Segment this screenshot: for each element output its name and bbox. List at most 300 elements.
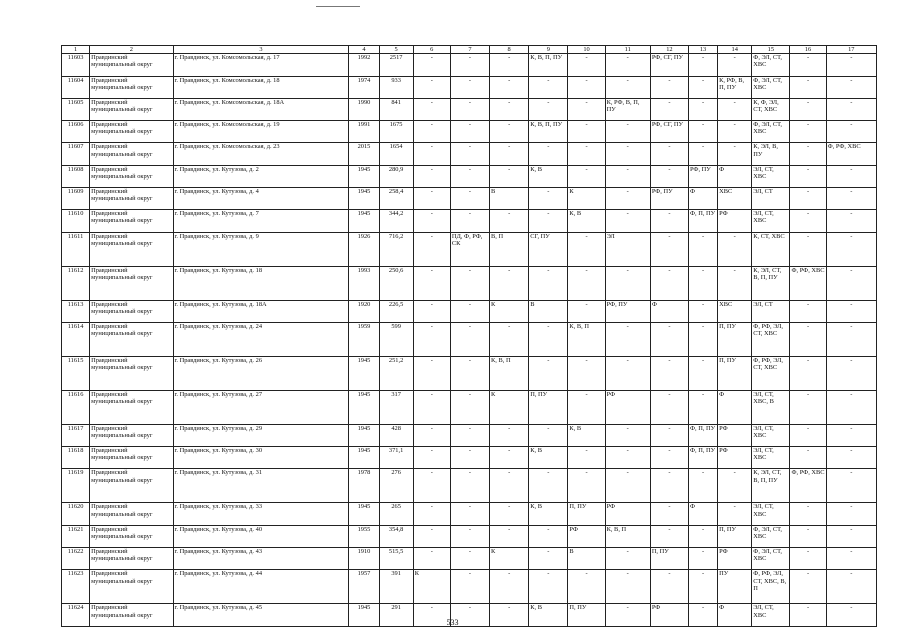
cell-municipality: Правдинский муниципальный округ: [90, 165, 173, 187]
cell-col-7: ПД, Ф, РФ, СК: [450, 232, 489, 266]
cell-col-11: ЭЛ: [605, 232, 650, 266]
cell-col-16: -: [790, 424, 826, 446]
cell-col-13: Ф, П, ПУ: [688, 447, 717, 469]
cell-col-9: -: [529, 210, 568, 232]
table-row: [62, 165, 877, 187]
cell-col-10: -: [568, 143, 605, 165]
cell-area: 1654: [379, 143, 413, 165]
cell-col-17: -: [826, 187, 876, 209]
cell-col-13: -: [688, 322, 717, 356]
cell-row-id: 11616: [62, 390, 90, 424]
cell-col-7: -: [450, 322, 489, 356]
cell-address: г. Правдинск, ул. Комсомольская, д. 19: [173, 121, 349, 143]
cell-col-15: Ф, ЭЛ, СТ, ХВС: [752, 548, 790, 570]
cell-municipality: Правдинский муниципальный округ: [90, 469, 173, 503]
cell-col-7: -: [450, 300, 489, 322]
cell-col-8: В: [490, 187, 529, 209]
cell-col-17: -: [826, 503, 876, 525]
cell-col-7: -: [450, 570, 489, 604]
cell-col-16: -: [790, 525, 826, 547]
cell-col-17: -: [826, 447, 876, 469]
cell-col-14: -: [718, 232, 752, 266]
cell-col-16: -: [790, 300, 826, 322]
cell-col-10: РФ: [568, 525, 605, 547]
cell-col-12: РФ, ПУ: [650, 187, 688, 209]
cell-col-13: -: [688, 525, 717, 547]
cell-col-13: -: [688, 54, 717, 76]
housing-registry-table: [61, 45, 877, 627]
cell-area: 371,1: [379, 447, 413, 469]
cell-col-11: -: [605, 121, 650, 143]
cell-row-id: 11610: [62, 210, 90, 232]
cell-year: 1957: [349, 570, 379, 604]
cell-col-14: ПУ: [718, 570, 752, 604]
cell-col-13: -: [688, 98, 717, 120]
cell-col-14: Ф: [718, 165, 752, 187]
cell-col-11: РФ: [605, 503, 650, 525]
cell-address: г. Правдинск, ул. Кутузова, д. 7: [173, 210, 349, 232]
cell-col-6: -: [413, 187, 450, 209]
cell-col-15: Ф, ЭЛ, СТ, ХВС: [752, 54, 790, 76]
cell-col-14: Ф: [718, 390, 752, 424]
cell-col-8: -: [490, 525, 529, 547]
cell-col-17: -: [826, 232, 876, 266]
table-row: [62, 266, 877, 300]
scan-mark: [316, 6, 360, 7]
cell-col-8: -: [490, 165, 529, 187]
cell-year: 1945: [349, 210, 379, 232]
cell-col-12: РФ: [650, 604, 688, 626]
cell-col-8: -: [490, 143, 529, 165]
cell-year: 1926: [349, 232, 379, 266]
cell-col-6: -: [413, 76, 450, 98]
table-body: [62, 54, 877, 626]
cell-col-9: -: [529, 424, 568, 446]
table-row: [62, 469, 877, 503]
cell-address: г. Правдинск, ул. Кутузова, д. 31: [173, 469, 349, 503]
cell-col-12: -: [650, 356, 688, 390]
table-row: [62, 232, 877, 266]
cell-col-16: -: [790, 503, 826, 525]
cell-col-12: -: [650, 469, 688, 503]
cell-col-6: -: [413, 525, 450, 547]
cell-col-15: К, ЭЛ, СТ, В, П, ПУ: [752, 266, 790, 300]
cell-col-8: -: [490, 570, 529, 604]
cell-col-6: -: [413, 210, 450, 232]
cell-col-14: РФ: [718, 424, 752, 446]
cell-row-id: 11620: [62, 503, 90, 525]
page-number: 533: [446, 618, 459, 627]
cell-col-16: -: [790, 210, 826, 232]
cell-area: 841: [379, 98, 413, 120]
cell-col-16: -: [790, 548, 826, 570]
cell-col-9: -: [529, 469, 568, 503]
cell-col-10: В: [568, 548, 605, 570]
cell-col-15: ЭЛ, СТ, ХВС: [752, 210, 790, 232]
cell-col-6: -: [413, 356, 450, 390]
cell-row-id: 11604: [62, 76, 90, 98]
cell-col-9: -: [529, 187, 568, 209]
cell-col-15: ЭЛ, СТ: [752, 187, 790, 209]
cell-municipality: Правдинский муниципальный округ: [90, 548, 173, 570]
cell-col-11: -: [605, 266, 650, 300]
cell-col-7: -: [450, 469, 489, 503]
cell-year: 1990: [349, 98, 379, 120]
cell-year: 1945: [349, 424, 379, 446]
cell-area: 258,4: [379, 187, 413, 209]
cell-col-6: -: [413, 548, 450, 570]
cell-row-id: 11611: [62, 232, 90, 266]
cell-col-6: -: [413, 121, 450, 143]
cell-col-14: -: [718, 143, 752, 165]
cell-col-7: -: [450, 548, 489, 570]
cell-col-12: РФ, СГ, ПУ: [650, 121, 688, 143]
cell-row-id: 11603: [62, 54, 90, 76]
cell-col-13: -: [688, 390, 717, 424]
cell-col-10: -: [568, 300, 605, 322]
cell-col-17: -: [826, 548, 876, 570]
cell-col-12: -: [650, 143, 688, 165]
cell-col-10: -: [568, 390, 605, 424]
cell-col-16: -: [790, 143, 826, 165]
cell-year: 1992: [349, 54, 379, 76]
cell-municipality: Правдинский муниципальный округ: [90, 570, 173, 604]
cell-col-12: -: [650, 570, 688, 604]
cell-col-13: РФ, ПУ: [688, 165, 717, 187]
cell-col-9: -: [529, 266, 568, 300]
cell-col-6: -: [413, 232, 450, 266]
cell-address: г. Правдинск, ул. Кутузова, д. 27: [173, 390, 349, 424]
cell-col-6: -: [413, 266, 450, 300]
cell-col-7: -: [450, 54, 489, 76]
cell-municipality: Правдинский муниципальный округ: [90, 447, 173, 469]
cell-col-6: -: [413, 98, 450, 120]
cell-year: 1993: [349, 266, 379, 300]
cell-row-id: 11615: [62, 356, 90, 390]
cell-col-11: -: [605, 165, 650, 187]
cell-col-13: -: [688, 266, 717, 300]
cell-col-15: Ф, ЭЛ, СТ, ХВС: [752, 525, 790, 547]
column-header-10: 10: [568, 46, 605, 54]
cell-col-17: -: [826, 98, 876, 120]
cell-col-8: -: [490, 503, 529, 525]
cell-address: г. Правдинск, ул. Кутузова, д. 18: [173, 266, 349, 300]
cell-area: 515,5: [379, 548, 413, 570]
cell-col-15: К, ЭЛ, В, ПУ: [752, 143, 790, 165]
cell-col-11: РФ, ПУ: [605, 300, 650, 322]
cell-municipality: Правдинский муниципальный округ: [90, 187, 173, 209]
cell-col-8: К, В, П: [490, 356, 529, 390]
cell-col-9: К, В, П, ПУ: [529, 54, 568, 76]
cell-col-13: -: [688, 143, 717, 165]
cell-col-15: ЭЛ, СТ, ХВС: [752, 447, 790, 469]
cell-address: г. Правдинск, ул. Комсомольская, д. 17: [173, 54, 349, 76]
cell-address: г. Правдинск, ул. Комсомольская, д. 18: [173, 76, 349, 98]
cell-row-id: 11609: [62, 187, 90, 209]
cell-col-7: -: [450, 165, 489, 187]
cell-col-7: -: [450, 447, 489, 469]
cell-col-12: -: [650, 266, 688, 300]
cell-year: 1945: [349, 187, 379, 209]
cell-col-16: Ф, РФ, ХВС: [790, 469, 826, 503]
cell-area: 1675: [379, 121, 413, 143]
cell-year: 1959: [349, 322, 379, 356]
cell-col-8: К: [490, 300, 529, 322]
cell-col-9: -: [529, 322, 568, 356]
cell-col-16: -: [790, 604, 826, 626]
cell-col-8: -: [490, 322, 529, 356]
cell-address: г. Правдинск, ул. Кутузова, д. 33: [173, 503, 349, 525]
cell-area: 250,6: [379, 266, 413, 300]
table-row: [62, 121, 877, 143]
cell-col-10: П, ПУ: [568, 604, 605, 626]
cell-area: 599: [379, 322, 413, 356]
cell-col-13: -: [688, 121, 717, 143]
cell-col-16: -: [790, 232, 826, 266]
cell-col-13: -: [688, 356, 717, 390]
cell-col-7: -: [450, 76, 489, 98]
cell-row-id: 11613: [62, 300, 90, 322]
cell-col-7: -: [450, 503, 489, 525]
table-row: [62, 525, 877, 547]
cell-address: г. Правдинск, ул. Комсомольская, д. 18А: [173, 98, 349, 120]
cell-address: г. Правдинск, ул. Кутузова, д. 26: [173, 356, 349, 390]
cell-col-16: -: [790, 187, 826, 209]
cell-col-6: -: [413, 604, 450, 626]
cell-col-6: -: [413, 322, 450, 356]
cell-col-11: -: [605, 447, 650, 469]
cell-col-16: -: [790, 121, 826, 143]
cell-year: 1974: [349, 76, 379, 98]
cell-col-15: Ф, ЭЛ, СТ, ХВС: [752, 121, 790, 143]
cell-col-17: -: [826, 604, 876, 626]
cell-col-14: РФ: [718, 548, 752, 570]
cell-col-7: -: [450, 210, 489, 232]
cell-col-7: -: [450, 98, 489, 120]
cell-municipality: Правдинский муниципальный округ: [90, 356, 173, 390]
cell-year: 1945: [349, 604, 379, 626]
cell-col-12: П, ПУ: [650, 548, 688, 570]
cell-year: 1945: [349, 503, 379, 525]
cell-row-id: 11614: [62, 322, 90, 356]
cell-col-8: -: [490, 121, 529, 143]
cell-municipality: Правдинский муниципальный округ: [90, 143, 173, 165]
cell-address: г. Правдинск, ул. Кутузова, д. 2: [173, 165, 349, 187]
cell-col-10: -: [568, 232, 605, 266]
cell-col-11: -: [605, 76, 650, 98]
cell-col-8: -: [490, 604, 529, 626]
cell-col-17: -: [826, 525, 876, 547]
cell-col-13: Ф: [688, 503, 717, 525]
cell-col-11: -: [605, 210, 650, 232]
cell-col-14: ХВС: [718, 300, 752, 322]
cell-row-id: 11619: [62, 469, 90, 503]
cell-col-17: -: [826, 570, 876, 604]
cell-address: г. Правдинск, ул. Комсомольская, д. 23: [173, 143, 349, 165]
cell-address: г. Правдинск, ул. Кутузова, д. 18А: [173, 300, 349, 322]
cell-col-11: -: [605, 424, 650, 446]
cell-col-11: -: [605, 322, 650, 356]
table-row: [62, 570, 877, 604]
column-header-15: 15: [752, 46, 790, 54]
cell-col-9: К, В: [529, 165, 568, 187]
cell-col-15: ЭЛ, СТ, ХВС, В: [752, 390, 790, 424]
cell-col-9: К, В: [529, 604, 568, 626]
cell-col-12: -: [650, 76, 688, 98]
cell-col-8: -: [490, 447, 529, 469]
cell-col-6: -: [413, 447, 450, 469]
cell-row-id: 11624: [62, 604, 90, 626]
cell-col-16: -: [790, 322, 826, 356]
cell-col-16: -: [790, 570, 826, 604]
cell-col-12: -: [650, 232, 688, 266]
cell-col-11: К, РФ, В, П, ПУ: [605, 98, 650, 120]
column-header-16: 16: [790, 46, 826, 54]
cell-col-14: П, ПУ: [718, 322, 752, 356]
table-row: [62, 424, 877, 446]
cell-col-15: ЭЛ, СТ, ХВС: [752, 604, 790, 626]
cell-municipality: Правдинский муниципальный округ: [90, 210, 173, 232]
cell-col-14: ХВС: [718, 187, 752, 209]
cell-col-16: -: [790, 447, 826, 469]
cell-col-14: П, ПУ: [718, 525, 752, 547]
cell-col-15: Ф, ЭЛ, СТ, ХВС: [752, 76, 790, 98]
cell-col-9: СГ, ПУ: [529, 232, 568, 266]
cell-municipality: Правдинский муниципальный округ: [90, 232, 173, 266]
cell-col-13: -: [688, 300, 717, 322]
cell-col-17: -: [826, 356, 876, 390]
cell-col-13: Ф, П, ПУ: [688, 424, 717, 446]
cell-col-14: -: [718, 469, 752, 503]
column-header-4: 4: [349, 46, 379, 54]
table-header: [62, 46, 877, 54]
table-row: [62, 356, 877, 390]
cell-col-14: Ф: [718, 604, 752, 626]
cell-col-15: К, Ф, ЭЛ, СТ, ХВС: [752, 98, 790, 120]
cell-col-7: -: [450, 390, 489, 424]
column-header-14: 14: [718, 46, 752, 54]
cell-col-17: -: [826, 424, 876, 446]
cell-col-12: -: [650, 322, 688, 356]
cell-col-15: Ф, РФ, ЭЛ, СТ, ХВС, В, П: [752, 570, 790, 604]
cell-col-14: РФ: [718, 210, 752, 232]
cell-area: 276: [379, 469, 413, 503]
cell-col-10: К, В: [568, 424, 605, 446]
cell-col-10: -: [568, 121, 605, 143]
cell-col-6: -: [413, 469, 450, 503]
table-row: [62, 548, 877, 570]
cell-col-7: -: [450, 187, 489, 209]
cell-col-8: -: [490, 210, 529, 232]
cell-municipality: Правдинский муниципальный округ: [90, 322, 173, 356]
cell-col-14: -: [718, 503, 752, 525]
column-header-2: 2: [90, 46, 173, 54]
cell-col-17: -: [826, 469, 876, 503]
cell-area: 354,8: [379, 525, 413, 547]
cell-col-14: П, ПУ: [718, 356, 752, 390]
table-row: [62, 187, 877, 209]
cell-year: 1945: [349, 447, 379, 469]
cell-col-6: -: [413, 424, 450, 446]
cell-col-8: -: [490, 266, 529, 300]
table-row: [62, 447, 877, 469]
cell-col-14: К, РФ, В, П, ПУ: [718, 76, 752, 98]
cell-year: 1991: [349, 121, 379, 143]
column-header-5: 5: [379, 46, 413, 54]
cell-col-17: -: [826, 210, 876, 232]
cell-address: г. Правдинск, ул. Кутузова, д. 44: [173, 570, 349, 604]
cell-col-17: -: [826, 266, 876, 300]
cell-col-11: -: [605, 143, 650, 165]
cell-area: 251,2: [379, 356, 413, 390]
cell-col-16: -: [790, 54, 826, 76]
cell-col-15: К, ЭЛ, СТ, В, П, ПУ: [752, 469, 790, 503]
cell-year: 1920: [349, 300, 379, 322]
cell-col-9: -: [529, 548, 568, 570]
cell-col-11: -: [605, 548, 650, 570]
cell-col-10: -: [568, 266, 605, 300]
cell-col-13: -: [688, 548, 717, 570]
cell-col-9: К, В, П, ПУ: [529, 121, 568, 143]
cell-col-12: -: [650, 210, 688, 232]
cell-col-15: Ф, РФ, ЭЛ, СТ, ХВС: [752, 356, 790, 390]
cell-row-id: 11612: [62, 266, 90, 300]
cell-col-10: -: [568, 447, 605, 469]
cell-col-14: -: [718, 54, 752, 76]
column-header-8: 8: [490, 46, 529, 54]
cell-col-10: -: [568, 98, 605, 120]
cell-col-6: -: [413, 54, 450, 76]
cell-row-id: 11622: [62, 548, 90, 570]
cell-col-9: -: [529, 143, 568, 165]
cell-col-12: -: [650, 390, 688, 424]
cell-area: 280,9: [379, 165, 413, 187]
cell-col-6: -: [413, 503, 450, 525]
cell-col-16: Ф, РФ, ХВС: [790, 266, 826, 300]
cell-area: 344,2: [379, 210, 413, 232]
cell-col-15: ЭЛ, СТ, ХВС: [752, 503, 790, 525]
cell-col-16: -: [790, 165, 826, 187]
cell-col-13: Ф: [688, 187, 717, 209]
cell-col-12: -: [650, 424, 688, 446]
cell-area: 265: [379, 503, 413, 525]
cell-col-8: -: [490, 424, 529, 446]
cell-address: г. Правдинск, ул. Кутузова, д. 4: [173, 187, 349, 209]
cell-col-8: -: [490, 54, 529, 76]
cell-col-7: -: [450, 424, 489, 446]
cell-col-16: -: [790, 76, 826, 98]
column-header-13: 13: [688, 46, 717, 54]
cell-year: 1945: [349, 165, 379, 187]
cell-municipality: Правдинский муниципальный округ: [90, 76, 173, 98]
cell-col-13: -: [688, 570, 717, 604]
cell-year: 1955: [349, 525, 379, 547]
cell-col-11: -: [605, 570, 650, 604]
cell-address: г. Правдинск, ул. Кутузова, д. 40: [173, 525, 349, 547]
cell-address: г. Правдинск, ул. Кутузова, д. 29: [173, 424, 349, 446]
column-header-11: 11: [605, 46, 650, 54]
cell-municipality: Правдинский муниципальный округ: [90, 300, 173, 322]
cell-col-13: -: [688, 604, 717, 626]
column-header-1: 1: [62, 46, 90, 54]
column-header-12: 12: [650, 46, 688, 54]
cell-col-12: -: [650, 503, 688, 525]
cell-col-13: -: [688, 232, 717, 266]
cell-col-8: В, П: [490, 232, 529, 266]
cell-col-11: РФ: [605, 390, 650, 424]
cell-col-11: -: [605, 469, 650, 503]
cell-col-13: -: [688, 76, 717, 98]
